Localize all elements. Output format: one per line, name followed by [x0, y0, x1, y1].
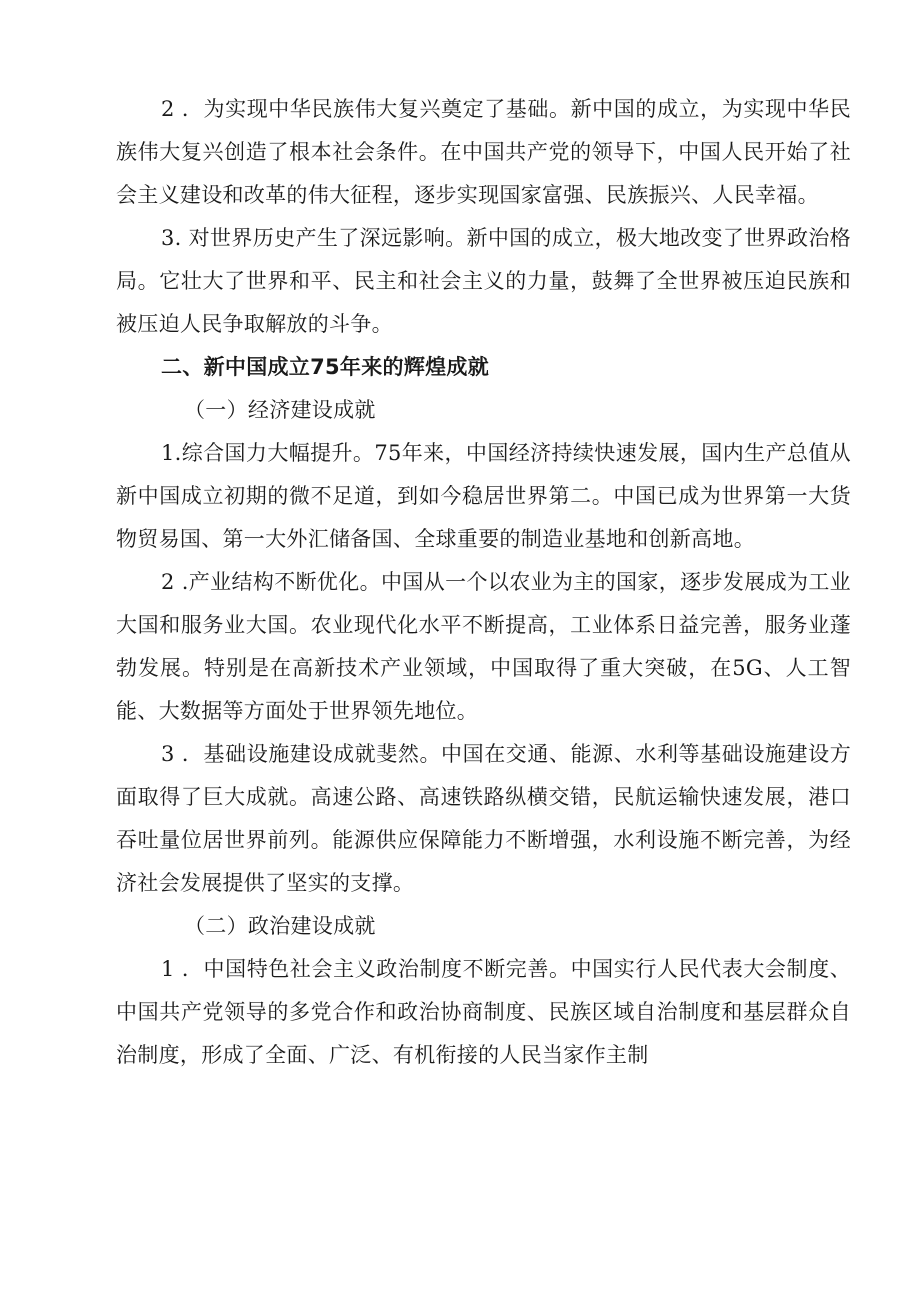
- paragraph-infrastructure: 3 ．基础设施建设成就斐然。中国在交通、能源、水利等基础设施建设方面取得了巨大成就。高速公路、高速铁路纵横交错，民航运输快速发展，港口吞吐量位居世界前列。能源供应保障能力不断增强，水利设施不断完善，为经济社会发展提供了坚实的支撑。: [116, 742, 851, 895]
- document-body: [116, 88, 851, 1077]
- subsection-heading-politics: （二）政治建设成就: [184, 914, 376, 938]
- section-heading-achievements: 二、新中国成立75年来的辉煌成就: [161, 355, 490, 379]
- paragraph-political-system: 1 ．中国特色社会主义政治制度不断完善。中国实行人民代表大会制度、中国共产党领导的多党合作和政治协商制度、民族区域自治制度和基层群众自治制度，形成了全面、广泛、有机衔接的人民当家作主制: [116, 957, 851, 1067]
- paragraph-rejuvenation-foundation: 2 ．为实现中华民族伟大复兴奠定了基础。新中国的成立，为实现中华民族伟大复兴创造了根本社会条件。在中国共产党的领导下，中国人民开始了社会主义建设和改革的伟大征程，逐步实现国家富强、民族振兴、人民幸福。: [116, 97, 851, 207]
- subsection-heading-economy: （一）经济建设成就: [184, 398, 376, 422]
- paragraph-national-strength: 1.综合国力大幅提升。75年来，中国经济持续快速发展，国内生产总值从新中国成立初期的微不足道，到如今稳居世界第二。中国已成为世界第一大货物贸易国、第一大外汇储备国、全球重要的制造业基地和创新高地。: [116, 441, 851, 551]
- paragraph-world-history-impact: 3. 对世界历史产生了深远影响。新中国的成立，极大地改变了世界政治格局。它壮大了世界和平、民主和社会主义的力量，鼓舞了全世界被压迫民族和被压迫人民争取解放的斗争。: [116, 226, 851, 336]
- paragraph-industrial-structure: 2 .产业结构不断优化。中国从一个以农业为主的国家，逐步发展成为工业大国和服务业大国。农业现代化水平不断提高，工业体系日益完善，服务业蓬勃发展。特别是在高新技术产业领域，中国取得了重大突破，在5G、人工智能、大数据等方面处于世界领先地位。: [116, 570, 851, 723]
